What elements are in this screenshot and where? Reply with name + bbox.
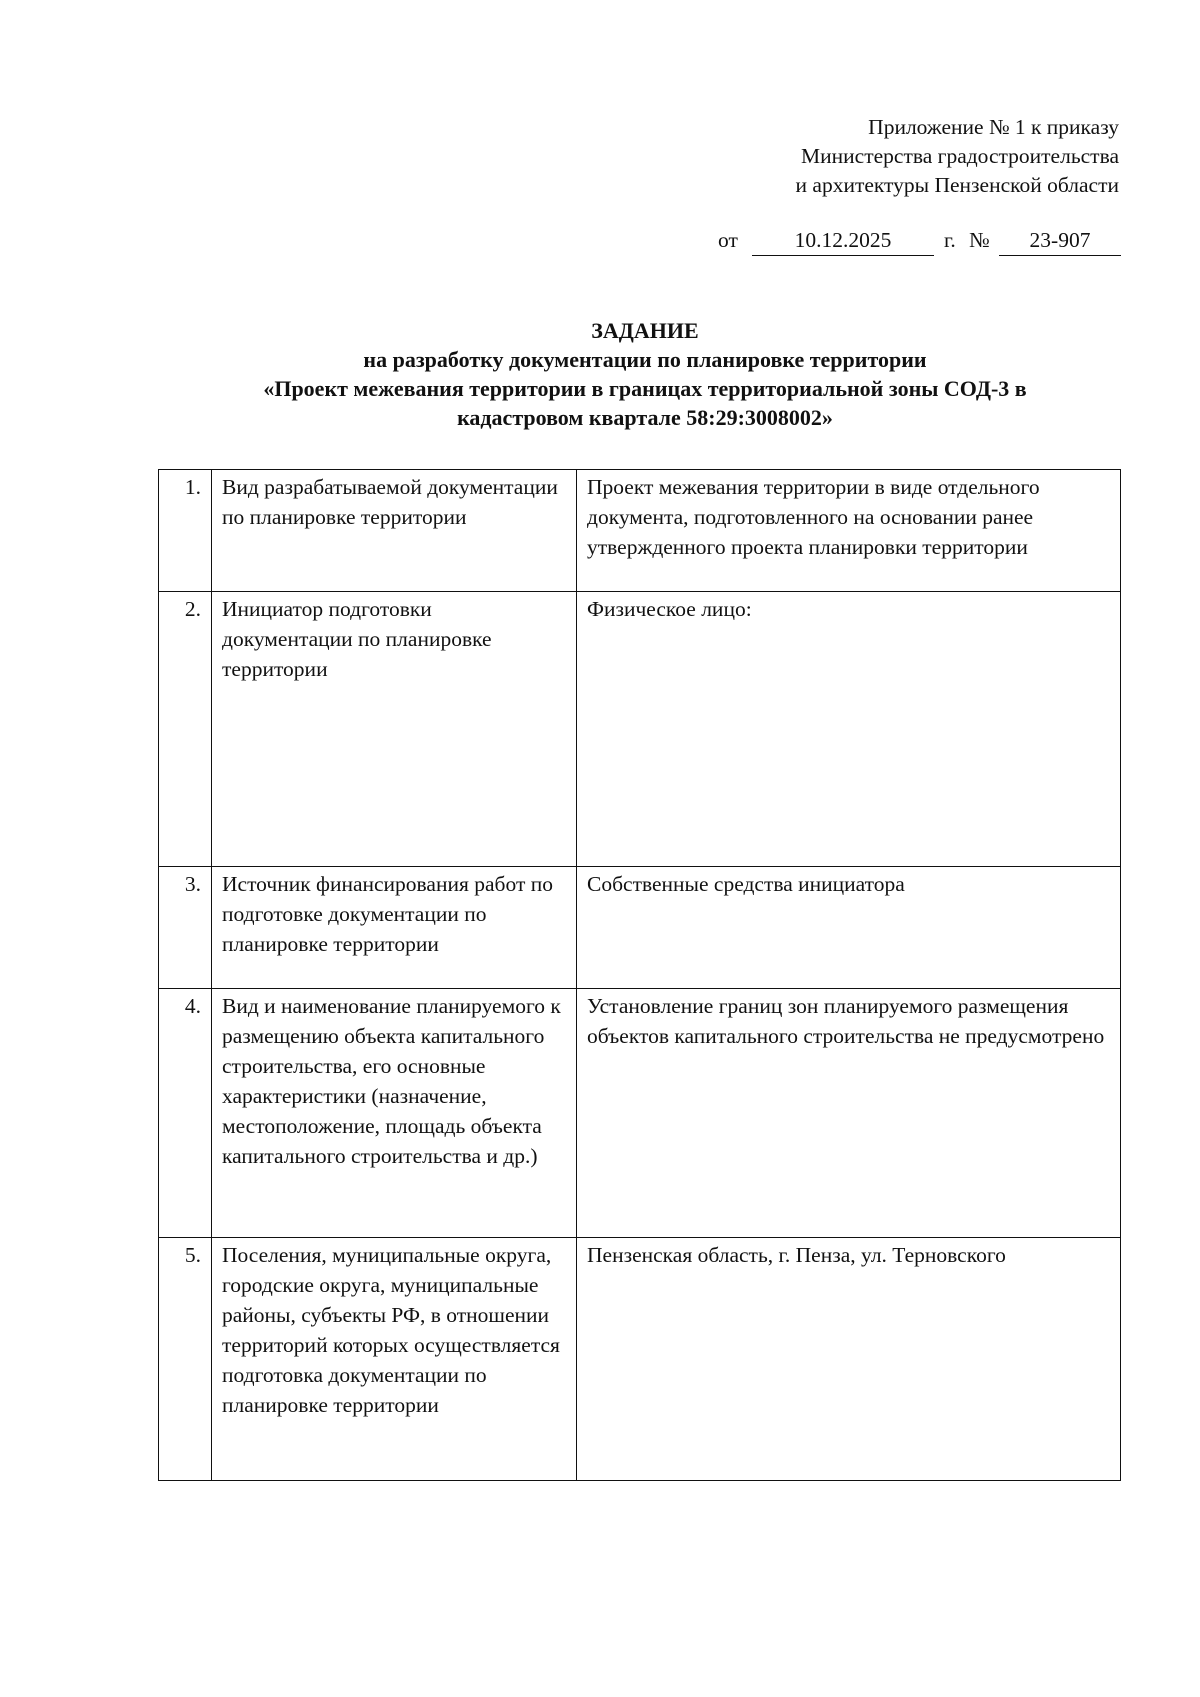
row-number: 1.: [159, 470, 212, 592]
order-date-number-line: [718, 224, 1120, 256]
order-number-sign: №: [969, 228, 990, 252]
order-from-label: от: [718, 228, 738, 252]
row-parameter: Инициатор подготовки документации по планировке территории: [212, 592, 577, 867]
document-title: [120, 316, 1170, 432]
row-number: 5.: [159, 1238, 212, 1481]
order-year-abbr: г.: [944, 228, 956, 252]
appendix-line-3: и архитектуры Пензенской области: [795, 173, 1119, 197]
row-value: Установление границ зон планируемого размещения объектов капитального строительства не предусмотрено: [577, 989, 1121, 1238]
title-line-4: кадастровом квартале 58:29:3008002»: [457, 405, 833, 430]
row-parameter: Вид и наименование планируемого к размещению объекта капитального строительства, его основные характеристики (назначение, местоположение, площадь объекта капитального строительства и др.): [212, 989, 577, 1238]
row-value: Физическое лицо:: [577, 592, 1121, 867]
row-number: 2.: [159, 592, 212, 867]
table-row: [159, 867, 1121, 989]
table-row: [159, 592, 1121, 867]
appendix-line-1: Приложение № 1 к приказу: [868, 115, 1119, 139]
row-value: Пензенская область, г. Пенза, ул. Терновского: [577, 1238, 1121, 1481]
appendix-reference: [796, 113, 1119, 200]
table-row: [159, 989, 1121, 1238]
title-line-2: на разработку документации по планировке территории: [363, 347, 927, 372]
order-number: 23-907: [999, 228, 1121, 256]
task-table: [158, 469, 1121, 1481]
row-parameter: Поселения, муниципальные округа, городские округа, муниципальные районы, субъекты РФ, в отношении территорий которых осуществляется подготовка документации по планировке территории: [212, 1238, 577, 1481]
appendix-line-2: Министерства градостроительства: [801, 144, 1119, 168]
order-date: 10.12.2025: [752, 228, 934, 256]
row-parameter: Вид разрабатываемой документации по планировке территории: [212, 470, 577, 592]
row-value: Проект межевания территории в виде отдельного документа, подготовленного на основании ранее утвержденного проекта планировки территории: [577, 470, 1121, 592]
row-parameter: Источник финансирования работ по подготовке документации по планировке территории: [212, 867, 577, 989]
title-heading: ЗАДАНИЕ: [591, 318, 699, 343]
title-line-3: «Проект межевания территории в границах территориальной зоны СОД-3 в: [263, 376, 1027, 401]
row-number: 3.: [159, 867, 212, 989]
row-value: Собственные средства инициатора: [577, 867, 1121, 989]
table-row: [159, 1238, 1121, 1481]
table-row: [159, 470, 1121, 592]
row-number: 4.: [159, 989, 212, 1238]
